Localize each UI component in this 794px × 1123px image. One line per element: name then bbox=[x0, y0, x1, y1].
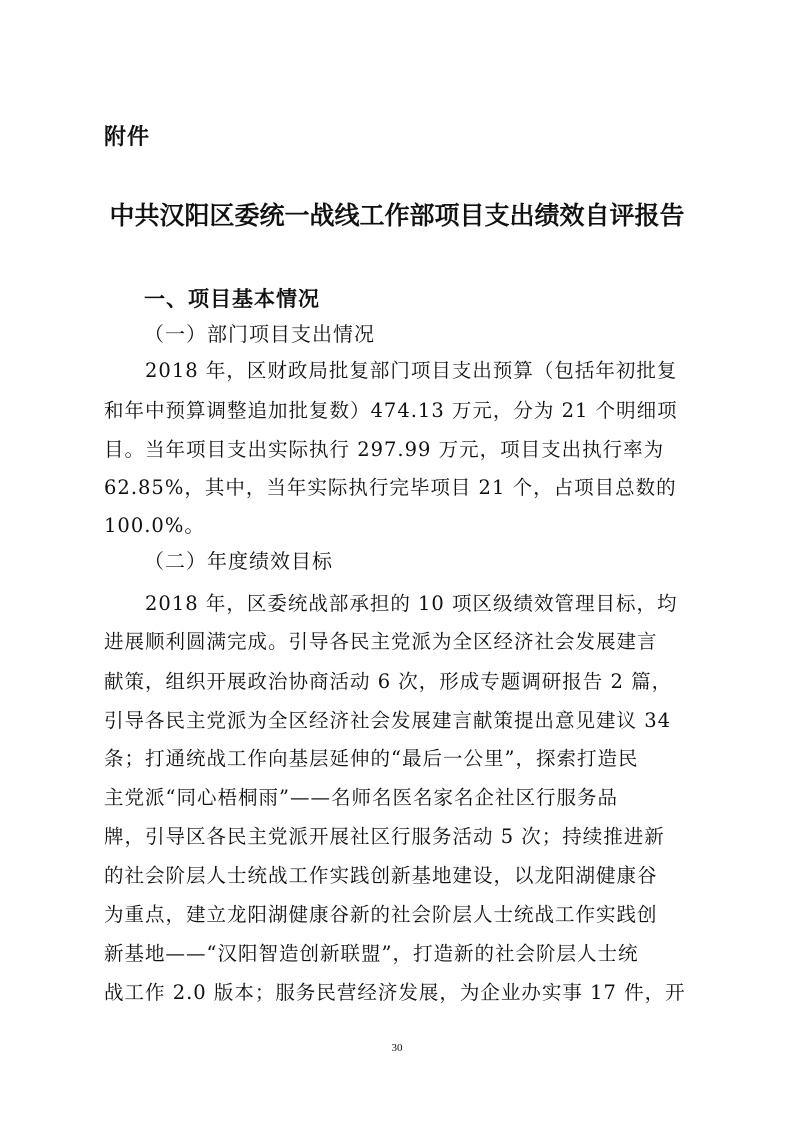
subsection-heading-performance-goals: （二）年度绩效目标 bbox=[144, 549, 333, 573]
paragraph-line: 献策，组织开展政治协商活动 6 次，形成专题调研报告 2 篇， bbox=[104, 670, 673, 693]
paragraph-line: 引导各民主党派为全区经济社会发展建言献策提出意见建议 34 bbox=[104, 709, 672, 732]
paragraph-line: 新基地——“汉阳智造创新联盟”，打造新的社会阶层人士统 bbox=[104, 942, 639, 965]
paragraph-line: 100.0%。 bbox=[104, 514, 205, 537]
page-number: 30 bbox=[391, 1042, 403, 1054]
subsection-heading-project-expenditure: （一）部门项目支出情况 bbox=[144, 322, 375, 346]
attachment-label: 附件 bbox=[104, 125, 151, 150]
paragraph-line: 2018 年，区委统战部承担的 10 项区级绩效管理目标，均 bbox=[104, 592, 678, 615]
paragraph-line: 为重点，建立龙阳湖健康谷新的社会阶层人士统战工作实践创 bbox=[104, 903, 658, 926]
paragraph-line: 进展顺利圆满完成。引导各民主党派为全区经济社会发展建言 bbox=[104, 630, 658, 653]
paragraph-line: 战工作 2.0 版本；服务民营经济发展，为企业办实事 17 件，开 bbox=[104, 981, 686, 1004]
report-title: 中共汉阳区委统一战线工作部项目支出绩效自评报告 bbox=[109, 201, 685, 230]
section-heading-basic-info: 一、项目基本情况 bbox=[144, 287, 320, 311]
paragraph-line: 条；打通统战工作向基层延伸的“最后一公里”，探索打造民 bbox=[104, 747, 639, 770]
paragraph-line: 62.85%，其中，当年实际执行完毕项目 21 个，占项目总数的 bbox=[104, 476, 677, 499]
paragraph-line: 的社会阶层人士统战工作实践创新基地建设，以龙阳湖健康谷 bbox=[104, 864, 658, 887]
paragraph-line: 牌，引导区各民主党派开展社区行服务活动 5 次；持续推进新 bbox=[104, 825, 665, 848]
paragraph-line: 目。当年项目支出实际执行 297.99 万元，项目支出执行率为 bbox=[104, 438, 665, 461]
paragraph-line: 主党派“同心梧桐雨”——名师名医名家名企社区行服务品 bbox=[104, 786, 618, 809]
paragraph-line: 和年中预算调整追加批复数）474.13 万元，分为 21 个明细项 bbox=[104, 399, 678, 422]
paragraph-line: 2018 年，区财政局批复部门项目支出预算（包括年初批复 bbox=[104, 359, 678, 382]
